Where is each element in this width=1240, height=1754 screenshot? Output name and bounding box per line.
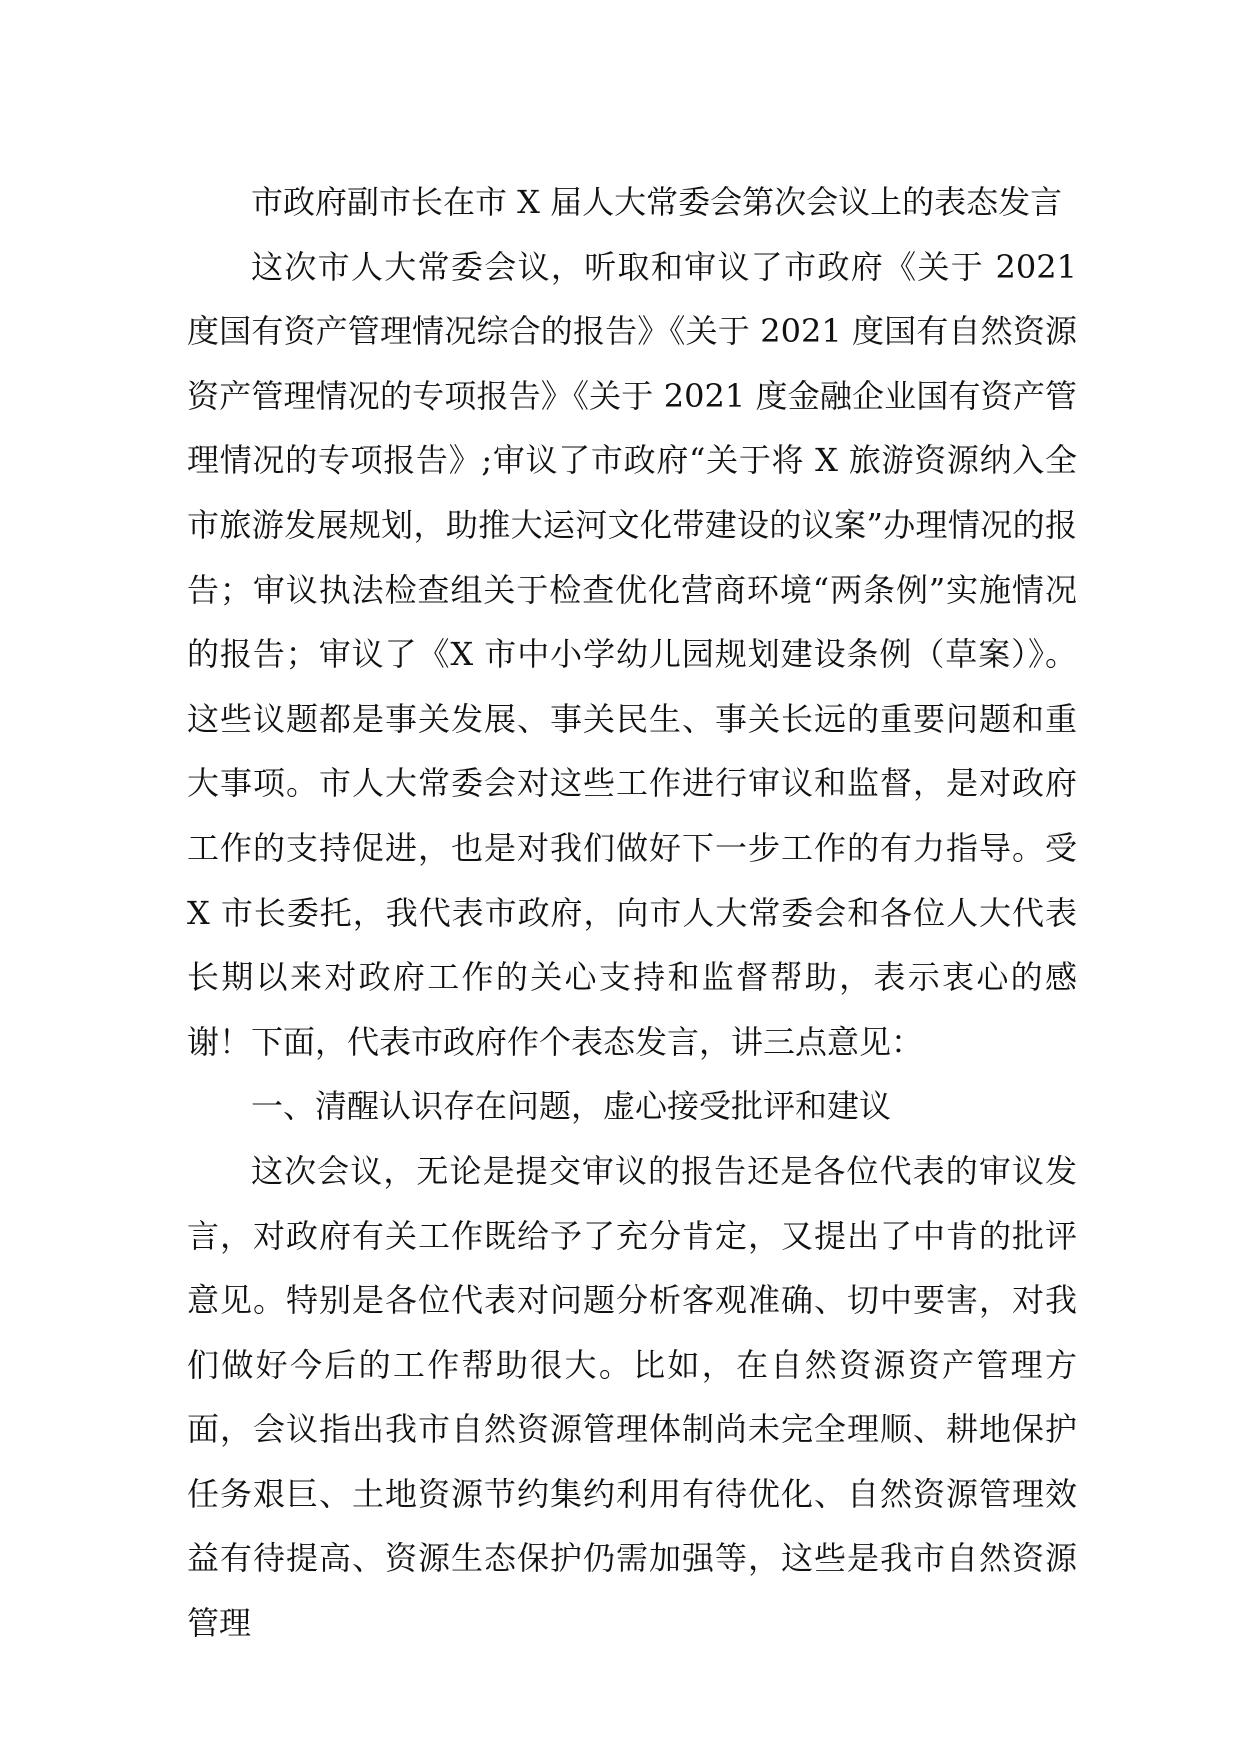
section-heading-1: 一、清醒认识存在问题，虚心接受批评和建议	[251, 1087, 892, 1126]
paragraph-section-1: 这次会议，无论是提交审议的报告还是各位代表的审议发言，对政府有关工作既给予了充分肯定，又提出了中肯的批评意见。特别是各位代表对问题分析客观准确、切中要害，对我们做好今后的工作帮助很大。比如，在自然资源资产管理方面，会议指出我市自然资源管理体制尚未完全理顺、耕地保护任务艰巨、土地资源节约集约利用有待优化、自然资源管理效益有待提高、资源生态保护仍需加强等，这些是我市自然资源管理	[187, 1151, 1077, 1643]
document-body	[187, 170, 1077, 1656]
paragraph-intro: 这次市人大常委会议，听取和审议了市政府《关于 2021 度国有资产管理情况综合的报告》《关于 2021 度国有自然资源资产管理情况的专项报告》《关于 2021 度金融企业国有资产管理情况的专项报告》;审议了市政府“关于将 X 旅游资源纳入全市旅游发展规划，助推大运河文化带建设的议案”办理情况的报告；审议执法检查组关于检查优化营商环境“两条例”实施情况的报告；审议了《X 市中小学幼儿园规划建设条例（草案）》。这些议题都是事关发展、事关民生、事关长远的重要问题和重大事项。市人大常委会对这些工作进行审议和监督，是对政府工作的支持促进，也是对我们做好下一步工作的有力指导。受 X 市长委托，我代表市政府，向市人大常委会和各位人大代表长期以来对政府工作的关心支持和监督帮助，表示衷心的感谢！下面，代表市政府作个表态发言，讲三点意见：	[187, 247, 1077, 1061]
document-title: 市政府副市长在市 X 届人大常委会第次会议上的表态发言	[251, 183, 1063, 221]
